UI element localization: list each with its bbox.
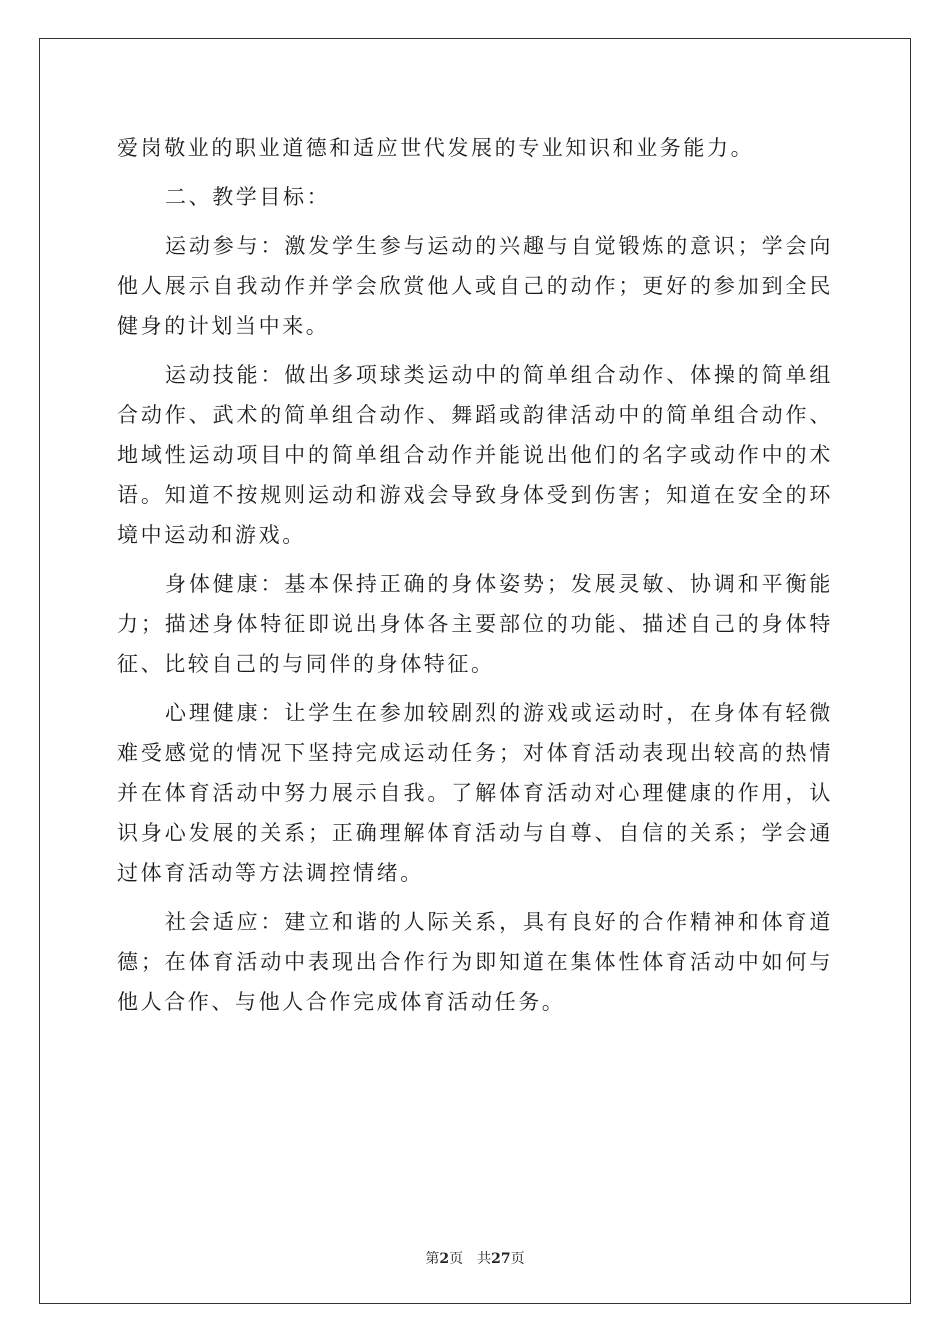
paragraph-sports-participation: 运动参与：激发学生参与运动的兴趣与自觉锻炼的意识；学会向他人展示自我动作并学会欣赏他人或自己的动作；更好的参加到全民健身的计划当中来。	[117, 234, 833, 338]
section-heading: 二、教学目标：	[165, 185, 331, 209]
total-pages-number: 27	[491, 1251, 511, 1267]
footer-total-prefix: 共	[477, 1251, 492, 1267]
paragraph-physical-health: 身体健康：基本保持正确的身体姿势；发展灵敏、协调和平衡能力；描述身体特征即说出身体各主要部位的功能、描述自己的身体特征、比较自己的与同伴的身体特征。	[117, 572, 833, 676]
paragraph-sports-skills: 运动技能：做出多项球类运动中的简单组合动作、体操的简单组合动作、武术的简单组合动作、舞蹈或韵律活动中的简单组合动作、地域性运动项目中的简单组合动作并能说出他们的名字或动作中的术语。知道不按规则运动和游戏会导致身体受到伤害；知道在安全的环境中运动和游戏。	[117, 363, 833, 547]
footer-total-unit: 页	[510, 1251, 525, 1267]
paragraph-social-adaptation: 社会适应：建立和谐的人际关系，具有良好的合作精神和体育道德；在体育活动中表现出合作行为即知道在集体性体育活动中如何与他人合作、与他人合作完成体育活动任务。	[117, 910, 833, 1014]
document-body	[117, 128, 833, 1022]
page-footer	[0, 1248, 950, 1268]
footer-page-unit: 页	[449, 1251, 464, 1267]
paragraph-mental-health: 心理健康：让学生在参加较剧烈的游戏或运动时，在身体有轻微难受感觉的情况下坚持完成运动任务；对体育活动表现出较高的热情并在体育活动中努力展示自我。了解体育活动对心理健康的作用，认识身心发展的关系；正确理解体育活动与自尊、自信的关系；学会通过体育活动等方法调控情绪。	[117, 701, 833, 885]
current-page-number: 2	[439, 1251, 450, 1267]
paragraph-continuation: 爱岗敬业的职业道德和适应世代发展的专业知识和业务能力。	[117, 136, 755, 160]
footer-prefix: 第	[425, 1251, 440, 1267]
